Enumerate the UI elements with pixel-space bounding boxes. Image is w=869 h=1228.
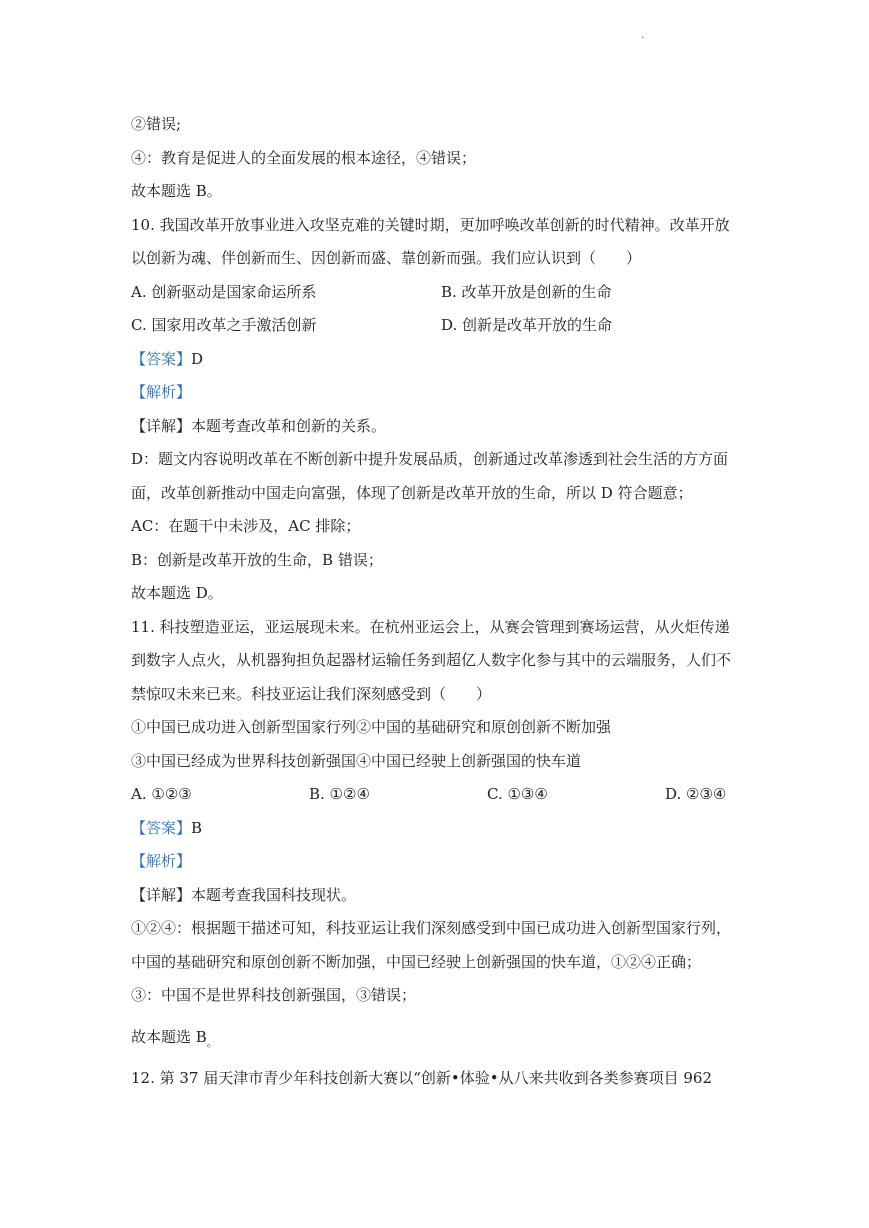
text-line: ④：教育是促进人的全面发展的根本途径，④错误； bbox=[131, 148, 477, 167]
answer-tag: 【答案】 bbox=[131, 349, 192, 368]
answer-value: D bbox=[191, 349, 204, 368]
options-row bbox=[131, 276, 751, 310]
analysis-line bbox=[131, 845, 751, 879]
question-stem: 到数字人点火，从机器狗担负起器材运输任务到超亿人数字化参与其中的云端服务，人们不 bbox=[131, 651, 732, 669]
detail-line: 【详解】本题考查我国科技现状。 bbox=[131, 885, 357, 904]
option-b: B. ①②④ bbox=[309, 785, 370, 803]
question-stem: 10. 我国改革开放事业进入攻坚克难的关键时期，更加呼唤改革创新的时代精神。改革开放 bbox=[131, 215, 730, 234]
answer-line bbox=[131, 812, 751, 846]
explanation-line: 故本题选 D。 bbox=[131, 584, 223, 602]
analysis-tag: 【解析】 bbox=[131, 852, 192, 870]
answer-line bbox=[131, 343, 751, 377]
option-a: A. 创新驱动是国家命运所系 bbox=[131, 282, 317, 301]
option-d: D. 创新是改革开放的生命 bbox=[441, 316, 613, 334]
conclusion-period: 。 bbox=[206, 1035, 218, 1049]
document-body bbox=[131, 108, 751, 1096]
explanation-line: B：创新是改革开放的生命，B 错误； bbox=[131, 550, 383, 569]
explanation-line: 面，改革创新推动中国走向富强，体现了创新是改革开放的生命，所以 D 符合题意； bbox=[131, 483, 693, 502]
question-stem: 11. 科技塑造亚运，亚运展现未来。在杭州亚运会上，从赛会管理到赛场运营，从火炬传递 bbox=[131, 617, 730, 636]
question-stem: 12. 第 37 届天津市青少年科技创新大赛以“创新•体验•从八来共收到各类参赛项目 962 bbox=[131, 1069, 713, 1087]
explanation-line: ①②④：根据题干描述可知，科技亚运让我们深刻感受到中国已成功进入创新型国家行列， bbox=[131, 919, 732, 937]
option-c: C. 国家用改革之手激活创新 bbox=[131, 316, 317, 334]
explanation-line: ③：中国不是世界科技创新强国，③错误； bbox=[131, 986, 417, 1004]
analysis-tag: 【解析】 bbox=[131, 383, 192, 401]
explanation-line bbox=[131, 1021, 751, 1055]
answer-tag: 【答案】 bbox=[131, 818, 192, 837]
explanation-line: AC：在题干中未涉及，AC 排除； bbox=[131, 517, 361, 535]
options-row bbox=[131, 778, 751, 812]
question-12 bbox=[131, 1062, 751, 1096]
option-b: B. 改革开放是创新的生命 bbox=[441, 282, 612, 301]
statement-line: ③中国已经成为世界科技创新强国④中国已经驶上创新强国的快车道 bbox=[131, 751, 582, 770]
page-mark: . bbox=[641, 30, 645, 41]
statement-line: ①中国已成功进入创新型国家行列②中国的基础研究和原创创新不断加强 bbox=[131, 718, 612, 736]
text-line: 故本题选 B。 bbox=[131, 182, 222, 200]
option-a: A. ①②③ bbox=[131, 785, 192, 803]
question-10 bbox=[131, 209, 751, 611]
detail-line: 【详解】本题考查改革和创新的关系。 bbox=[131, 416, 387, 435]
explanation-line: D：题文内容说明改革在不断创新中提升发展品质，创新通过改革渗透到社会生活的方方面 bbox=[131, 450, 729, 468]
options-row bbox=[131, 309, 751, 343]
question-stem: 禁惊叹未来已来。科技亚运让我们深刻感受到（ ） bbox=[131, 684, 492, 703]
explanation-line: 中国的基础研究和原创创新不断加强，中国已经驶上创新强国的快车道，①②④正确； bbox=[131, 952, 702, 971]
question-11 bbox=[131, 611, 751, 1055]
option-c: C. ①③④ bbox=[487, 785, 548, 803]
answer-value: B bbox=[191, 818, 203, 837]
question-stem: 以创新为魂、伴创新而生、因创新而盛、靠创新而强。我们应认识到（ ） bbox=[131, 249, 642, 267]
text-line: ②错误; bbox=[131, 115, 182, 133]
option-d: D. ②③④ bbox=[665, 785, 727, 803]
conclusion-text: 故本题选 B bbox=[131, 1027, 207, 1046]
analysis-line bbox=[131, 376, 751, 410]
